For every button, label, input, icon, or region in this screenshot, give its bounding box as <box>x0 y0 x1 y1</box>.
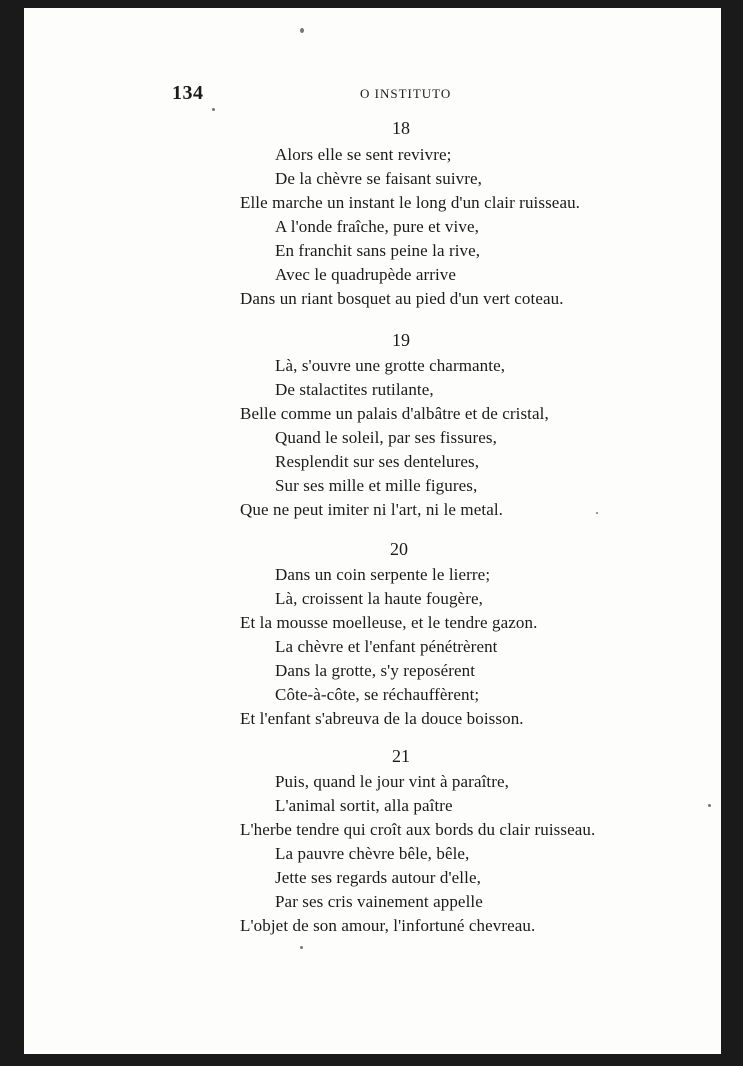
verse-line: Et l'enfant s'abreuva de la douce boisson. <box>240 709 524 728</box>
paper-speck <box>300 946 303 949</box>
verse-line: Alors elle se sent revivre; <box>275 145 452 164</box>
paper-speck <box>212 108 215 111</box>
verse-line: Par ses cris vainement appelle <box>275 892 483 911</box>
verse-line: Quand le soleil, par ses fissures, <box>275 428 497 447</box>
verse-line: Que ne peut imiter ni l'art, ni le metal. <box>240 500 504 519</box>
verse-line: La chèvre et l'enfant pénétrèrent <box>275 637 498 656</box>
verse-line: Là, croissent la haute fougère, <box>275 589 483 608</box>
document-page <box>24 8 721 1054</box>
verse-line: Avec le quadrupède arrive <box>275 265 457 284</box>
verse-line: Là, s'ouvre une grotte charmante, <box>275 356 506 375</box>
page-header <box>24 82 721 106</box>
verse-line: Dans la grotte, s'y reposérent <box>275 661 476 680</box>
verse-line: La pauvre chèvre bêle, bêle, <box>275 844 470 863</box>
verse-line: Resplendit sur ses dentelures, <box>275 452 480 471</box>
verse-line: En franchit sans peine la rive, <box>275 241 481 260</box>
verse-line: Sur ses mille et mille figures, <box>275 476 478 495</box>
verse-line: De stalactites rutilante, <box>275 380 434 399</box>
verse-line: A l'onde fraîche, pure et vive, <box>275 217 479 236</box>
verse-line: Elle marche un instant le long d'un clair ruisseau. <box>240 193 581 212</box>
verse-line: L'objet de son amour, l'infortuné chevreau. <box>240 916 536 935</box>
verse-line: L'animal sortit, alla paître <box>275 796 453 815</box>
paper-speck <box>708 804 711 807</box>
running-title: O INSTITUTO <box>360 86 452 101</box>
verse-line: Belle comme un palais d'albâtre et de cristal, <box>240 404 549 423</box>
stanza-number: 19 <box>392 330 410 350</box>
paper-speck <box>300 28 304 33</box>
verse-line: Jette ses regards autour d'elle, <box>275 868 481 887</box>
verse-line: Dans un coin serpente le lierre; <box>275 565 491 584</box>
page-number: 134 <box>172 82 204 104</box>
stanza-number: 21 <box>392 746 410 766</box>
verse-line: De la chèvre se faisant suivre, <box>275 169 483 188</box>
paper-speck <box>596 512 598 514</box>
stanza-number: 18 <box>392 118 410 138</box>
stanza-number: 20 <box>390 539 408 559</box>
verse-line: L'herbe tendre qui croît aux bords du clair ruisseau. <box>240 820 596 839</box>
verse-line: Puis, quand le jour vint à paraître, <box>275 772 509 791</box>
verse-line: Et la mousse moelleuse, et le tendre gazon. <box>240 613 538 632</box>
verse-line: Dans un riant bosquet au pied d'un vert coteau. <box>240 289 564 308</box>
verse-line: Côte-à-côte, se réchauffèrent; <box>275 685 480 704</box>
